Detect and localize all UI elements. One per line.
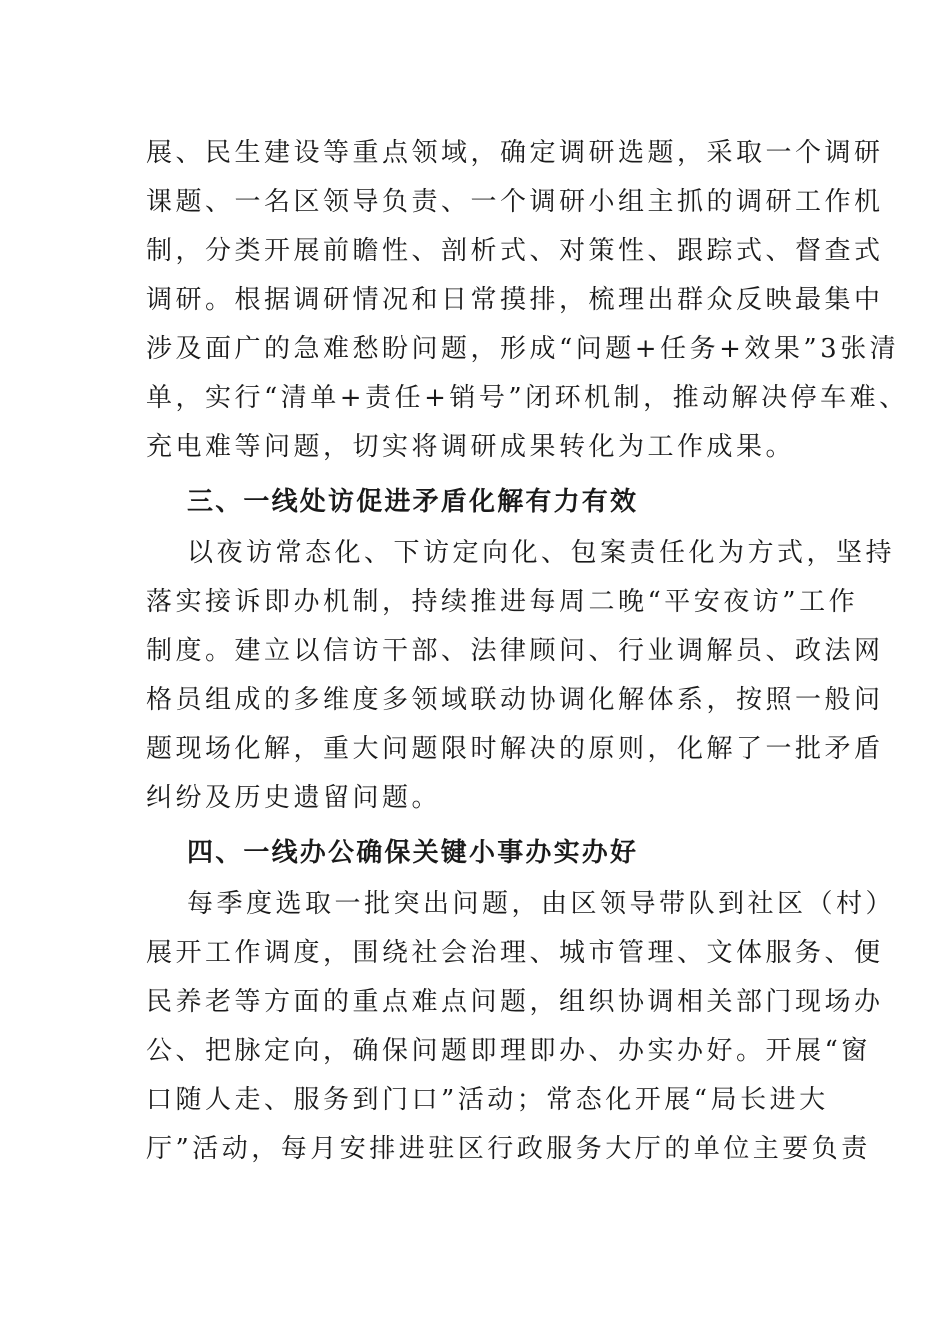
paragraph-3-line: 题现场化解，重大问题限时解决的原则，化解了一批矛盾 <box>146 734 884 764</box>
paragraph-4-line: 民养老等方面的重点难点问题，组织协调相关部门现场办 <box>146 987 884 1017</box>
paragraph-4-line: 公、把脉定向，确保问题即理即办、办实办好。开展“窗 <box>146 1036 871 1066</box>
paragraph-3-line: 落实接诉即办机制，持续推进每周二晚“平安夜访”工作 <box>146 587 859 617</box>
paragraph-3-line: 格员组成的多维度多领域联动协调化解体系，按照一般问 <box>146 685 884 715</box>
paragraph-2-line: 制，分类开展前瞻性、剖析式、对策性、跟踪式、督查式 <box>146 236 884 266</box>
paragraph-2-line: 展、民生建设等重点领域，确定调研选题，采取一个调研 <box>146 138 884 168</box>
paragraph-3-line: 纠纷及历史遗留问题。 <box>146 783 442 813</box>
paragraph-4-line: 每季度选取一批突出问题，由区领导带队到社区（村） <box>187 889 896 919</box>
paragraph-3-line: 制度。建立以信访干部、法律顾问、行业调解员、政法网 <box>146 636 884 666</box>
paragraph-4-line: 展开工作调度，围绕社会治理、城市管理、文体服务、便 <box>146 938 884 968</box>
section-heading-4: 四、一线办公确保关键小事办实办好 <box>187 838 639 868</box>
paragraph-4-line: 口随人走、服务到门口”活动；常态化开展“局长进大 <box>146 1085 829 1115</box>
paragraph-2-line: 课题、一名区领导负责、一个调研小组主抓的调研工作机 <box>146 187 884 217</box>
paragraph-2-line: 涉及面广的急难愁盼问题，形成“问题+任务+效果”3张清 <box>146 334 900 364</box>
paragraph-3-line: 以夜访常态化、下访定向化、包案责任化为方式，坚持 <box>187 538 896 568</box>
paragraph-2-line: 调研。根据调研情况和日常摸排，梳理出群众反映最集中 <box>146 285 884 315</box>
paragraph-4-line: 厅”活动，每月安排进驻区行政服务大厅的单位主要负责 <box>146 1134 871 1164</box>
paragraph-2-line: 单，实行“清单+责任+销号”闭环机制，推动解决停车难、 <box>146 383 909 413</box>
section-heading-3: 三、一线处访促进矛盾化解有力有效 <box>187 487 639 517</box>
paragraph-2-line: 充电难等问题，切实将调研成果转化为工作成果。 <box>146 432 796 462</box>
